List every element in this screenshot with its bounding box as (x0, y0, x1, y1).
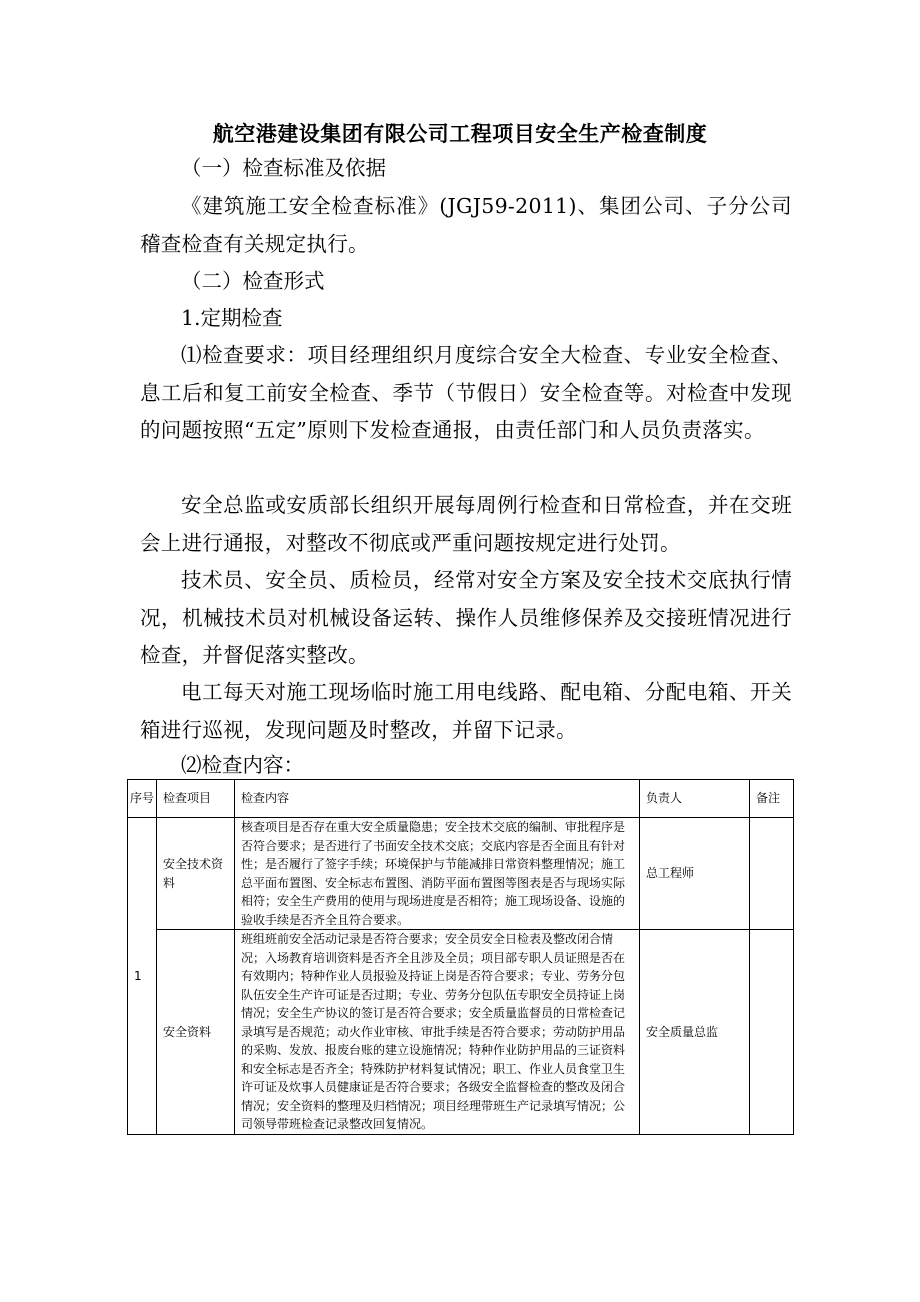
table-header-row (128, 780, 794, 818)
group-number: 1 (128, 818, 157, 1135)
inspection-content-heading: ⑵检查内容： (181, 753, 304, 777)
header-owner: 负责人 (640, 780, 750, 818)
row-owner: 总工程师 (640, 818, 750, 930)
header-content: 检查内容 (235, 780, 640, 818)
technician-paragraph: 技术员、安全员、质检员，经常对安全方案及安全技术交底执行情况，机械技术员对机械设备运转、操作人员维修保养及交接班情况进行检查，并督促落实整改。 (140, 568, 792, 667)
row-remark (750, 930, 794, 1135)
table-row (128, 818, 794, 930)
row-content: 班组班前安全活动记录是否符合要求；安全员安全日检表及整改闭合情况；入场教育培训资料是否齐全且涉及全员；项目部专职人员证照是否在有效期内；特种作业人员报验及持证上岗是否符合要求；专业、劳务分包队伍安全生产许可证是否过期；专业、劳务分包队伍专职安全员持证上岗情况；安全生产协议的签订是否符合要求；安全质量监督员的日常检查记录填写是否规范；动火作业审核、审批手续是否符合要求；劳动防护用品的采购、发放、报废台账的建立设施情况；特种作业防护用品的三证资料和安全标志是否齐全；特殊防护材料复试情况；职工、作业人员食堂卫生许可证及炊事人员健康证是否符合要求；各级安全监督检查的整改及闭合情况；安全资料的整理及归档情况；项目经理带班生产记录填写情况；公司领导带班检查记录整改回复情况。 (235, 930, 640, 1135)
header-remark: 备注 (750, 780, 794, 818)
sub1-heading: 1.定期检查 (181, 306, 283, 330)
row-content: 核查项目是否存在重大安全质量隐患；安全技术交底的编制、审批程序是否符合要求；是否进行了书面安全技术交底；交底内容是否全面且有针对性；是否履行了签字手续；环境保护与节能减排日常资料整理情况；施工总平面布置图、安全标志布置图、消防平面布置图等图表是否与现场实际相符；安全生产费用的使用与现场进度是否相符；施工现场设备、设施的验收手续是否齐全且符合要求。 (235, 818, 640, 930)
header-no: 序号 (128, 780, 157, 818)
row-owner: 安全质量总监 (640, 930, 750, 1135)
section2-heading: （二）检查形式 (181, 269, 325, 293)
row-item: 安全资料 (157, 930, 235, 1135)
inspection-table (127, 779, 794, 1135)
header-item: 检查项目 (157, 780, 235, 818)
row-remark (750, 818, 794, 930)
section1-body: 《建筑施工安全检查标准》(JGJ59-2011)、集团公司、子分公司稽查检查有关规定执行。 (140, 194, 792, 256)
supervisor-paragraph: 安全总监或安质部长组织开展每周例行检查和日常检查，并在交班会上进行通报，对整改不彻底或严重问题按规定进行处罚。 (140, 493, 792, 555)
table-row (128, 930, 794, 1135)
section1-heading: （一）检查标准及依据 (181, 156, 386, 180)
row-item: 安全技术资料 (157, 818, 235, 930)
electrician-paragraph: 电工每天对施工现场临时施工用电线路、配电箱、分配电箱、开关箱进行巡视，发现问题及时整改，并留下记录。 (140, 680, 792, 742)
document-title: 航空港建设集团有限公司工程项目安全生产检查制度 (212, 122, 708, 146)
inspection-requirements-paragraph: ⑴检查要求：项目经理组织月度综合安全大检查、专业安全检查、息工后和复工前安全检查、季节（节假日）安全检查等。对检查中发现的问题按照“五定”原则下发检查通报，由责任部门和人员负责落实。 (140, 343, 792, 442)
